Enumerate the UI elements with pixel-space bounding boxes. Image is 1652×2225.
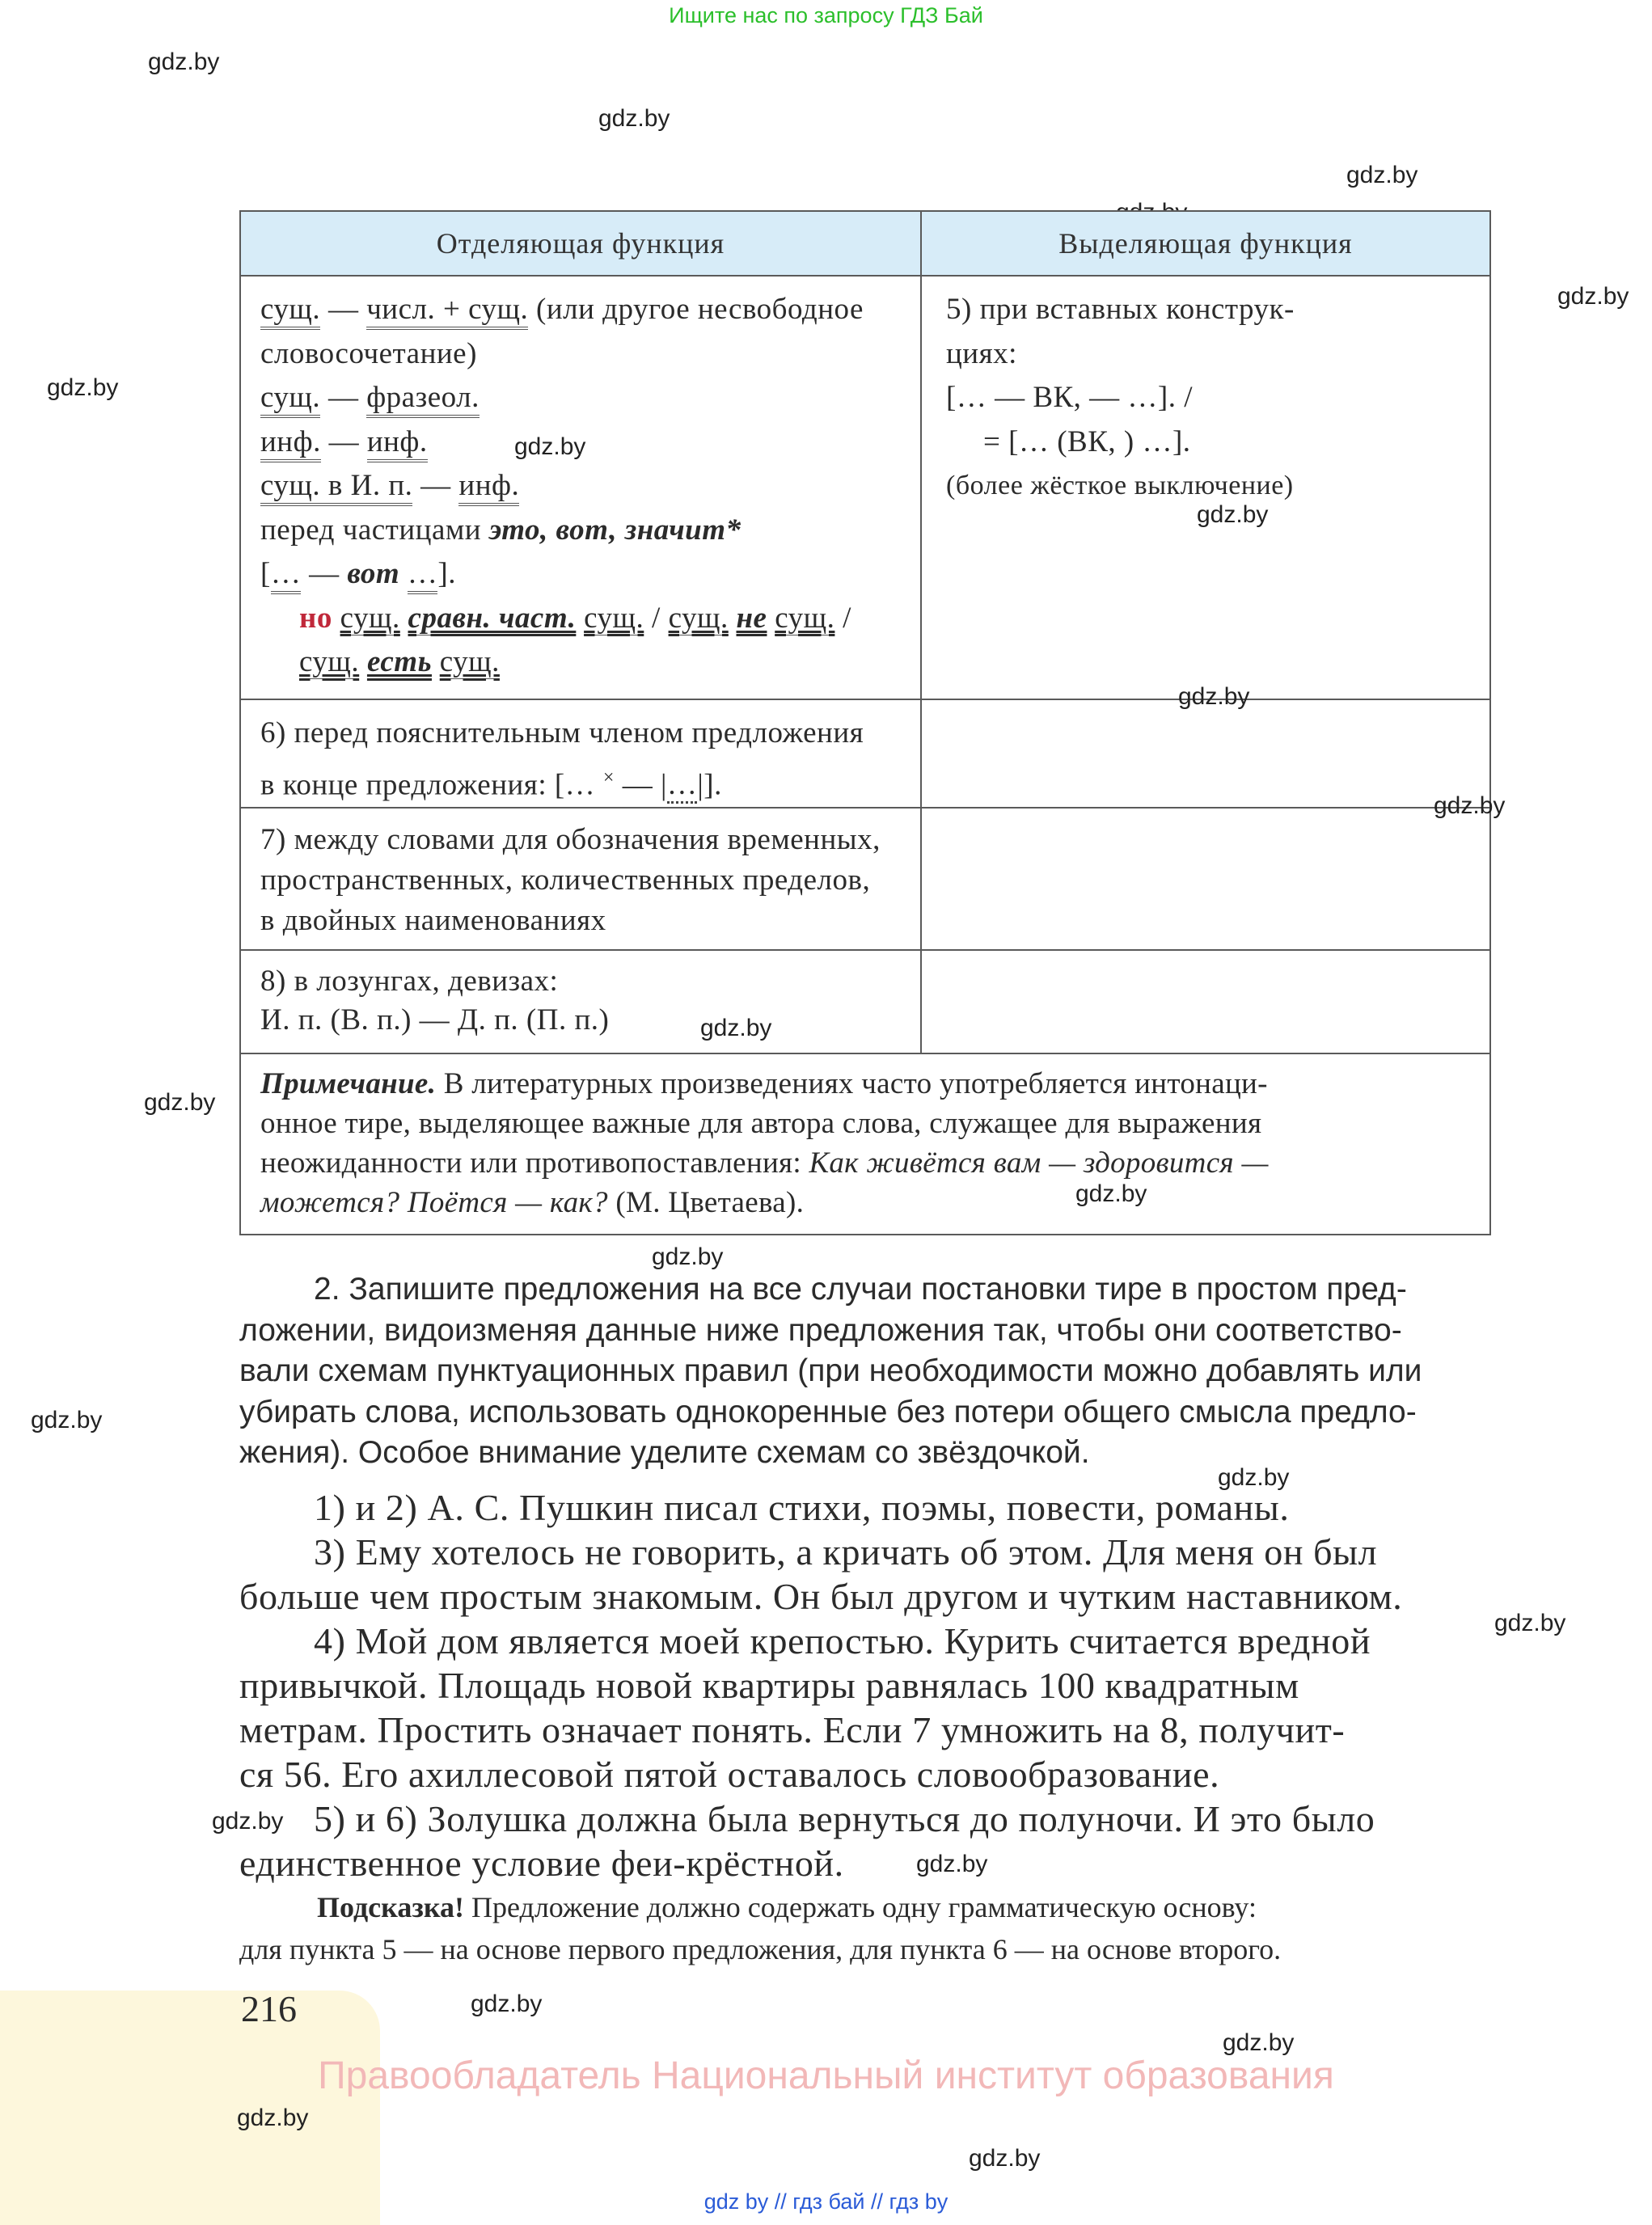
watermark: gdz.by bbox=[237, 2105, 309, 2131]
exercise-sentences: 1) и 2) А. С. Пушкин писал стихи, поэмы, повести, романы. 3) Ему хотелось не говорить, а кричать об этом. Для меня он был больше чем простым знакомым. Он был другом и чутким наставником. 4) Мой дом является моей крепостью. Курить считается вредной привычкой. Площадь новой квартиры равнялась 100 квадратным метрам. Простить означает понять. Если 7 умножить на 8, получит- ся 56. Его ахиллесовой пятой оставалось словообразование. 5) и 6) Золушка должна была вернуться до полуночи. И это было единственное условие феи-крёстной. bbox=[239, 1487, 1403, 1884]
row2-left-cell: 6) перед пояснительным членом предложения в конце предложения: [… × — |…|]. bbox=[241, 700, 922, 807]
task-instructions: 2. Запишите предложения на все случаи постановки тире в простом пред- ложении, видоизменяя данные ниже предложения так, чтобы они соответство- вали схемам пунктуационных правил (при необходимости можно добавлять или убирать слова, использовать однокоренные без потери общего смысла предло- жения). Особое внимание уделите схемам со звёздочкой. bbox=[239, 1272, 1422, 1470]
table-note: Примечание. В литературных произведениях часто употребляется интонаци- онное тире, выделяющее важные для автора слова, служащее для выражения неожиданности или противопоставления: Как живётся вам — здоровится — можется? Поётся — как? (М. Цветаева). bbox=[260, 1067, 1269, 1219]
header-separating-function: Отделяющая функция bbox=[241, 212, 922, 275]
row3-right-cell bbox=[922, 809, 1489, 949]
hint-label: Подсказка! bbox=[317, 1891, 465, 1923]
watermark: gdz.by bbox=[31, 1407, 103, 1433]
watermark: gdz.by bbox=[969, 2145, 1041, 2172]
watermark: gdz.by bbox=[1223, 2029, 1295, 2056]
watermark: gdz.by bbox=[916, 1851, 988, 1877]
note-label: Примечание. bbox=[260, 1067, 437, 1100]
watermark: gdz.by bbox=[47, 374, 119, 401]
punctuation-table bbox=[239, 210, 1491, 1235]
watermark: gdz.by bbox=[1197, 501, 1269, 528]
watermark: gdz.by bbox=[471, 1991, 543, 2017]
footer-links[interactable]: gdz by // гдз бай // гдз by bbox=[703, 2189, 949, 2214]
watermark: gdz.by bbox=[148, 49, 220, 75]
table-row bbox=[241, 809, 1489, 951]
row4-right-cell bbox=[922, 951, 1489, 1053]
row1-left-cell: сущ. — числ. + сущ. (или другое несвободное словосочетание) сущ. — фразеол. инф. — инф. сущ. в И. п. — инф. перед частицами это, вот, значит* [… — вот …]. но сущ. сравн. част. сущ. / сущ. не сущ. / сущ. есть сущ. bbox=[241, 277, 922, 699]
watermark: gdz.by bbox=[652, 1243, 724, 1270]
table-header-row bbox=[241, 212, 1489, 277]
watermark: gdz.by bbox=[212, 1808, 284, 1834]
row1-right-cell: 5) при вставных конструк- циях: [… — ВК, — …]. / = [… (ВК, ) …]. (более жёсткое выключение) bbox=[946, 293, 1295, 500]
watermark: gdz.by bbox=[1346, 162, 1418, 188]
row3-left-cell: 7) между словами для обозначения временных, пространственных, количественных пределов, в двойных наименованиях bbox=[241, 809, 922, 949]
watermark: gdz.by bbox=[1494, 1610, 1566, 1636]
hint-block: Подсказка! Предложение должно содержать одну грамматическую основу: для пункта 5 — на основе первого предложения, для пункта 6 — на основе второго. bbox=[239, 1891, 1282, 1965]
watermark: gdz.by bbox=[514, 433, 586, 460]
watermark: gdz.by bbox=[1557, 283, 1629, 310]
top-banner: Ищите нас по запросу ГДЗ Бай bbox=[669, 3, 983, 27]
watermark: gdz.by bbox=[1218, 1464, 1290, 1491]
page-number: 216 bbox=[241, 1988, 297, 2029]
table-row bbox=[241, 277, 1489, 700]
table-row bbox=[241, 951, 1489, 1054]
watermark: gdz.by bbox=[1434, 792, 1506, 819]
watermark: gdz.by bbox=[700, 1015, 772, 1041]
copyright-notice: Правообладатель Национальный институт образования bbox=[318, 2054, 1334, 2097]
header-highlighting-function: Выделяющая функция bbox=[1058, 227, 1353, 260]
watermark: gdz.by bbox=[598, 105, 670, 132]
watermark: gdz.by bbox=[144, 1089, 216, 1116]
watermark: gdz.by bbox=[1178, 683, 1250, 710]
table-row bbox=[241, 700, 1489, 809]
exception-marker: но bbox=[299, 601, 332, 635]
row2-right-cell bbox=[922, 700, 1489, 807]
watermark: gdz.by bbox=[1075, 1180, 1147, 1207]
row4-left-cell: 8) в лозунгах, девизах: И. п. (В. п.) — Д. п. (П. п.) bbox=[241, 951, 922, 1053]
